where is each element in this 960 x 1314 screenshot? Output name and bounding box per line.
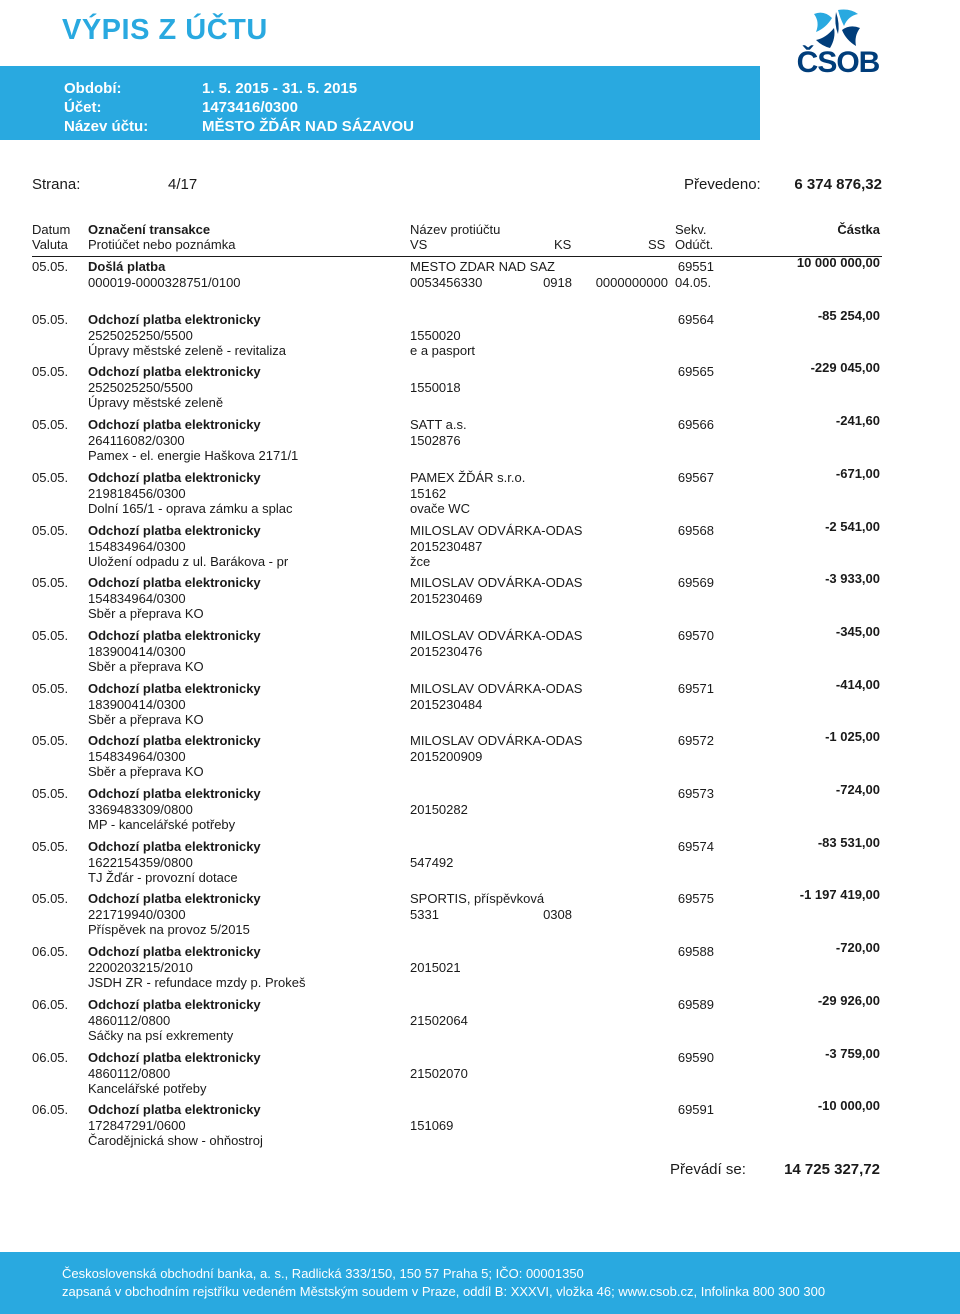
tx-counter-name: MILOSLAV ODVÁRKA-ODAS: [410, 575, 583, 591]
tx-note: MP - kancelářské potřeby: [88, 817, 236, 832]
tx-vs: 2015200909: [410, 749, 483, 765]
tx-note: Sběr a přeprava KO: [88, 606, 204, 622]
tx-seq: 69568: [677, 522, 714, 538]
tx-type: Odchozí platba elektronicky: [88, 944, 261, 960]
transaction-row: [0, 834, 960, 891]
period-label: Období:: [64, 80, 122, 97]
tx-counter-account: 2525025250/5500: [88, 380, 193, 396]
tx-vs: 151069: [410, 1118, 454, 1134]
transaction-row: [0, 992, 960, 1049]
tx-note: Sáčky na psí exkrementy: [88, 1027, 234, 1043]
tx-date: 05.05.: [32, 522, 69, 538]
tx-type: Odchozí platba elektronicky: [88, 417, 261, 433]
footer-line-1: Československá obchodní banka, a. s., Radlická 333/150, 150 57 Praha 5; IČO: 00001350: [62, 1266, 584, 1281]
tx-type: Odchozí platba elektronicky: [88, 838, 261, 854]
tx-seq: 69567: [677, 469, 714, 485]
tx-type: Odchozí platba elektronicky: [88, 680, 261, 696]
tx-amount: -85 254,00: [817, 307, 880, 323]
tx-seq: 69565: [677, 364, 714, 380]
tx-counter-name: SPORTIS, příspěvková: [410, 891, 545, 907]
tx-note: TJ Žďár - provozní dotace: [88, 869, 238, 885]
tx-note: Sběr a přeprava KO: [88, 764, 204, 780]
tx-note: Úpravy městské zeleně - revitaliza: [88, 342, 286, 358]
tx-counter-name: MILOSLAV ODVÁRKA-ODAS: [410, 627, 583, 643]
tx-counter-account: 4860112/0800: [88, 1012, 171, 1028]
tx-seq: 69588: [677, 944, 714, 960]
header-amount: Částka: [837, 222, 880, 237]
transaction-row: [0, 465, 960, 522]
tx-amount: -2 541,00: [825, 518, 880, 534]
tx-counter-name: MESTO ZDAR NAD SAZ: [410, 259, 555, 274]
tx-counter-account: 221719940/0300: [88, 907, 186, 923]
tx-amount: -29 926,00: [817, 992, 880, 1008]
tx-vs: 1550020: [410, 327, 461, 343]
period-value: 1. 5. 2015 - 31. 5. 2015: [202, 80, 358, 97]
tx-vs: 1502876: [410, 433, 461, 449]
header-counter-name: Název protiúčtu: [410, 222, 501, 237]
tx-note: Pamex - el. energie Haškova 2171/1: [88, 448, 299, 464]
tx-note: Dolní 165/1 - oprava zámku a splac: [88, 500, 293, 516]
transfer-value: 14 725 327,72: [784, 1161, 880, 1178]
tx-counter-name: MILOSLAV ODVÁRKA-ODAS: [410, 733, 583, 749]
tx-seq: 69569: [677, 575, 714, 591]
header-ks: KS: [554, 237, 572, 252]
tx-vs: 21502070: [410, 1065, 468, 1081]
tx-date: 05.05.: [32, 627, 69, 643]
tx-ks: 0308: [543, 907, 572, 923]
transaction-row: [0, 940, 960, 996]
tx-seq: 69574: [677, 838, 714, 854]
transaction-row: [0, 255, 960, 311]
tx-vs: 2015230487: [410, 538, 483, 554]
tx-amount: -671,00: [835, 465, 880, 481]
header-vs: VS: [410, 237, 428, 252]
tx-counter-account: 154834964/0300: [88, 591, 186, 607]
tx-date: 05.05.: [32, 417, 69, 433]
tx-seq: 69551: [677, 259, 714, 274]
tx-amount: -3 759,00: [825, 1045, 880, 1061]
tx-amount: 10 000 000,00: [796, 255, 880, 270]
tx-posted: 04.05.: [675, 275, 712, 290]
tx-counter-name: PAMEX ŽĎÁR s.r.o.: [410, 469, 526, 485]
tx-seq: 69571: [677, 680, 714, 696]
tx-counter-account: 219818456/0300: [88, 485, 186, 501]
document-title: VÝPIS Z ÚČTU: [62, 14, 268, 46]
tx-name-continued: žce: [410, 553, 431, 569]
tx-date: 06.05.: [32, 944, 69, 960]
header-seq: Sekv.: [675, 222, 707, 237]
tx-type: Odchozí platba elektronicky: [88, 311, 261, 327]
transaction-row: [0, 1098, 960, 1154]
tx-counter-name: MILOSLAV ODVÁRKA-ODAS: [410, 680, 583, 696]
tx-note: Kancelářské potřeby: [88, 1080, 207, 1096]
tx-counter-account: 264116082/0300: [88, 433, 185, 449]
tx-counter-account: 1622154359/0800: [88, 854, 193, 870]
page-label: Strana:: [32, 176, 81, 193]
tx-type: Odchozí platba elektronicky: [88, 364, 261, 380]
tx-note: Sběr a přeprava KO: [88, 658, 204, 674]
tx-amount: -1 025,00: [825, 729, 880, 745]
tx-counter-account: 183900414/0300: [88, 643, 186, 659]
transaction-row: [0, 782, 960, 838]
tx-amount: -83 531,00: [817, 834, 880, 850]
tx-type: Odchozí platba elektronicky: [88, 469, 261, 485]
tx-type: Odchozí platba elektronicky: [88, 996, 261, 1012]
csob-wave-icon: [788, 4, 888, 50]
tx-ks: 0918: [543, 275, 572, 290]
tx-date: 06.05.: [32, 1102, 69, 1118]
header-date: Datum: [32, 222, 71, 237]
tx-vs: 2015230476: [410, 643, 483, 659]
tx-date: 05.05.: [32, 469, 69, 485]
footer: [0, 1252, 960, 1314]
transaction-row: [0, 676, 960, 733]
tx-seq: 69589: [677, 996, 714, 1012]
account-label: Účet:: [64, 99, 102, 116]
tx-vs: 21502064: [410, 1012, 468, 1028]
tx-counter-account: 2200203215/2010: [88, 960, 193, 976]
tx-date: 06.05.: [32, 1049, 69, 1065]
page-value: 4/17: [168, 176, 198, 193]
header-counter-account: Protiúčet nebo poznámka: [88, 237, 236, 252]
tx-counter-name: SATT a.s.: [410, 417, 467, 433]
tx-seq: 69572: [677, 733, 714, 749]
tx-vs: 20150282: [410, 802, 468, 817]
tx-vs: 0053456330: [410, 275, 483, 290]
footer-line-2: zapsaná v obchodním rejstříku vedeném Městským soudem v Praze, oddíl B: XXXVI, vložka 46; www.csob.cz, Infolinka 800 300 300: [62, 1284, 826, 1299]
tx-amount: -229 045,00: [810, 360, 880, 376]
transaction-row: [0, 571, 960, 627]
tx-seq: 69575: [677, 891, 714, 907]
tx-vs: 547492: [410, 854, 454, 870]
tx-vs: 2015230484: [410, 696, 483, 712]
header-posted: Odúčt.: [675, 237, 714, 252]
header-value-date: Valuta: [32, 237, 68, 252]
tx-date: 05.05.: [32, 259, 69, 274]
tx-name-continued: e a pasport: [410, 342, 476, 358]
tx-seq: 69566: [677, 417, 714, 433]
tx-amount: -3 933,00: [825, 571, 880, 587]
tx-note: Sběr a přeprava KO: [88, 711, 204, 727]
tx-counter-account: 154834964/0300: [88, 749, 186, 765]
tx-date: 05.05.: [32, 311, 69, 327]
tx-counter-account: 2525025250/5500: [88, 327, 193, 343]
transaction-row: [0, 887, 960, 943]
bank-logo: [788, 4, 888, 80]
tx-vs: 15162: [410, 485, 447, 501]
carried-value: 6 374 876,32: [794, 176, 882, 193]
tx-note: Uložení odpadu z ul. Barákova - pr: [88, 553, 289, 569]
tx-counter-account: 183900414/0300: [88, 696, 186, 712]
tx-amount: -10 000,00: [817, 1098, 880, 1114]
tx-amount: -345,00: [835, 623, 880, 639]
transaction-row: [0, 729, 960, 785]
bank-logo-text: ČSOB: [796, 46, 880, 79]
tx-note: JSDH ZR - refundace mzdy p. Prokeš: [88, 975, 306, 991]
tx-type: Odchozí platba elektronicky: [88, 522, 261, 538]
tx-vs: 1550018: [410, 380, 461, 396]
tx-vs: 2015021: [410, 960, 461, 976]
tx-date: 05.05.: [32, 838, 69, 854]
tx-type: Odchozí platba elektronicky: [88, 627, 261, 643]
tx-amount: -1 197 419,00: [799, 887, 880, 903]
transaction-row: [0, 413, 960, 469]
tx-type: Odchozí platba elektronicky: [88, 733, 261, 749]
tx-seq: 69564: [677, 311, 714, 327]
tx-seq: 69573: [677, 786, 714, 801]
tx-vs: 2015230469: [410, 591, 483, 607]
tx-date: 05.05.: [32, 891, 69, 907]
account-name-value: MĚSTO ŽĎÁR NAD SÁZAVOU: [202, 118, 414, 135]
tx-date: 05.05.: [32, 733, 69, 749]
tx-type: Odchozí platba elektronicky: [88, 1049, 261, 1065]
tx-counter-name: MILOSLAV ODVÁRKA-ODAS: [410, 522, 583, 538]
tx-seq: 69590: [677, 1049, 714, 1065]
tx-amount: -724,00: [835, 782, 880, 797]
account-info-box: [0, 66, 760, 140]
transaction-row: [0, 518, 960, 575]
tx-counter-account: 000019-0000328751/0100: [88, 275, 241, 290]
tx-seq: 69591: [677, 1102, 714, 1118]
header-designation: Označení transakce: [88, 222, 211, 237]
tx-date: 05.05.: [32, 786, 69, 801]
tx-type: Odchozí platba elektronicky: [88, 786, 261, 801]
tx-name-continued: ovače WC: [410, 500, 470, 516]
tx-note: Úpravy městské zeleně: [88, 395, 224, 411]
tx-counter-account: 3369483309/0800: [88, 802, 193, 817]
tx-amount: -720,00: [835, 940, 880, 956]
tx-note: Čarodějnická show - ohňostroj: [88, 1133, 263, 1149]
account-name-label: Název účtu:: [64, 118, 149, 135]
tx-counter-account: 4860112/0800: [88, 1065, 171, 1081]
tx-type: Odchozí platba elektronicky: [88, 1102, 261, 1118]
tx-date: 06.05.: [32, 996, 69, 1012]
tx-type: Odchozí platba elektronicky: [88, 575, 261, 591]
account-value: 1473416/0300: [202, 99, 298, 116]
tx-counter-account: 172847291/0600: [88, 1118, 186, 1134]
tx-date: 05.05.: [32, 575, 69, 591]
tx-seq: 69570: [677, 627, 714, 643]
tx-date: 05.05.: [32, 680, 69, 696]
tx-type: Došlá platba: [88, 259, 166, 274]
transaction-row: [0, 1045, 960, 1102]
transaction-row: [0, 360, 960, 416]
transaction-row: [0, 307, 960, 364]
tx-amount: -414,00: [835, 676, 880, 692]
tx-vs: 5331: [410, 907, 439, 923]
transaction-row: [0, 623, 960, 680]
tx-type: Odchozí platba elektronicky: [88, 891, 261, 907]
header-ss: SS: [648, 237, 666, 252]
tx-note: Příspěvek na provoz 5/2015: [88, 922, 250, 938]
carried-label: Převedeno:: [684, 176, 761, 193]
tx-date: 05.05.: [32, 364, 69, 380]
transfer-label: Převádí se:: [670, 1161, 746, 1178]
tx-counter-account: 154834964/0300: [88, 538, 186, 554]
tx-ss: 0000000000: [595, 275, 668, 290]
tx-amount: -241,60: [835, 413, 880, 429]
